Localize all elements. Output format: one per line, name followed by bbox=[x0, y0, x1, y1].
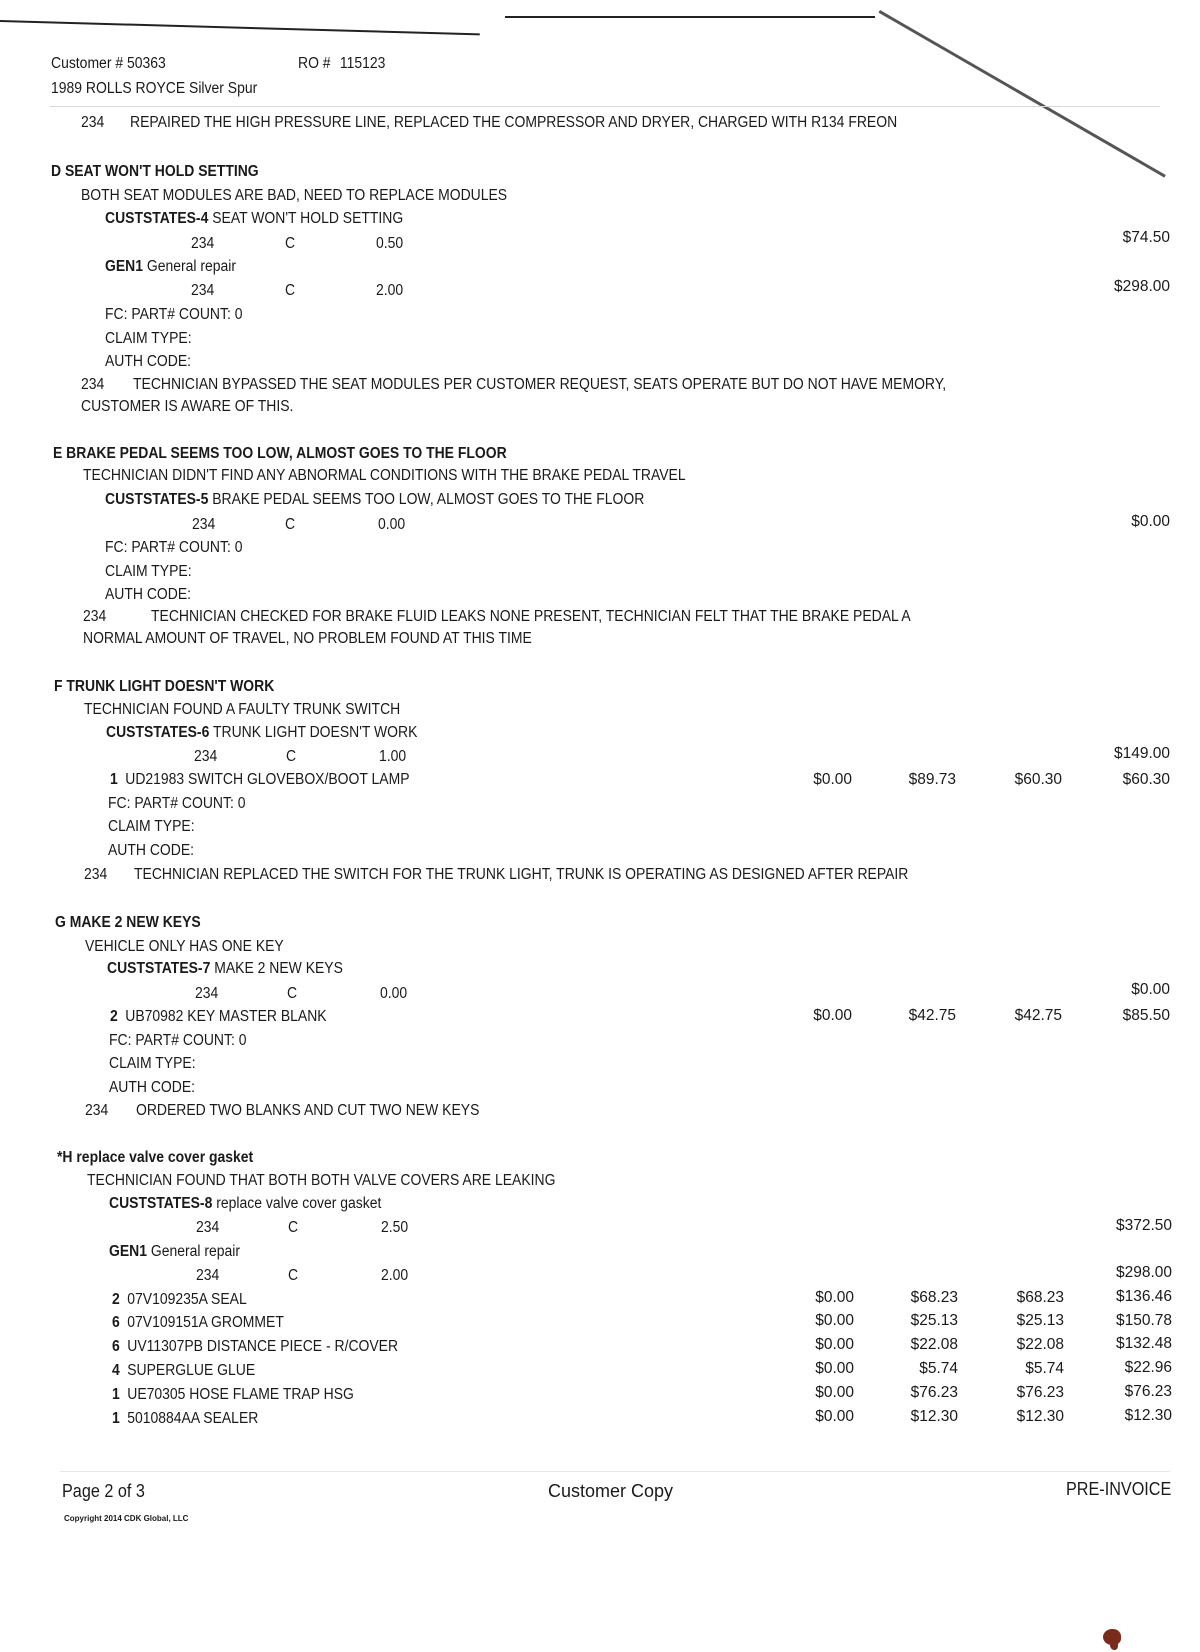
part-cost-3: $76.23 bbox=[1016, 1384, 1064, 1401]
part-cost-3: $68.23 bbox=[1016, 1289, 1064, 1306]
tech-note: TECHNICIAN REPLACED THE SWITCH FOR THE TRUNK LIGHT, TRUNK IS OPERATING AS DESIGNED AFTER REPAIR bbox=[134, 866, 909, 883]
part-line bbox=[112, 1410, 258, 1428]
op-amount: $0.00 bbox=[1131, 513, 1170, 530]
part-total: $22.96 bbox=[1124, 1359, 1172, 1376]
part-cost-2: $25.13 bbox=[910, 1312, 958, 1329]
op-desc: replace valve cover gasket bbox=[216, 1195, 382, 1212]
section-f-title: F TRUNK LIGHT DOESN'T WORK bbox=[54, 678, 275, 695]
op-desc: SEAT WON'T HOLD SETTING bbox=[212, 210, 404, 227]
auth-code: AUTH CODE: bbox=[105, 353, 192, 370]
op-desc: TRUNK LIGHT DOESN'T WORK bbox=[212, 724, 418, 741]
op-code: CUSTSTATES-8 bbox=[109, 1195, 213, 1212]
part-cost-3: $12.30 bbox=[1016, 1408, 1064, 1425]
op-type: C bbox=[288, 1219, 299, 1236]
customer-number-value: 50363 bbox=[126, 55, 166, 72]
part-qty: 2 bbox=[112, 1291, 120, 1308]
op-type: C bbox=[285, 516, 296, 533]
section-d-title: D SEAT WON'T HOLD SETTING bbox=[51, 163, 259, 180]
part-total: $12.30 bbox=[1124, 1407, 1172, 1424]
op-tech: 234 bbox=[196, 1267, 220, 1284]
op-amount: $298.00 bbox=[1115, 1264, 1172, 1281]
op-hours: 2.00 bbox=[376, 282, 404, 299]
part-desc: 07V109235A SEAL bbox=[127, 1291, 247, 1308]
part-cost-1: $0.00 bbox=[815, 1336, 854, 1353]
op-amount: $298.00 bbox=[1113, 278, 1170, 295]
part-desc: 07V109151A GROMMET bbox=[127, 1314, 284, 1331]
intro-note: REPAIRED THE HIGH PRESSURE LINE, REPLACED THE COMPRESSOR AND DRYER, CHARGED WITH R134 FREON bbox=[130, 114, 898, 131]
op-hours: 1.00 bbox=[379, 748, 407, 765]
part-qty: 1 bbox=[112, 1410, 120, 1427]
section-f-op1 bbox=[106, 724, 417, 742]
tech-note: TECHNICIAN CHECKED FOR BRAKE FLUID LEAKS NONE PRESENT, TECHNICIAN FELT THAT THE BRAKE PEDAL A bbox=[151, 608, 911, 625]
part-cost-2: $5.74 bbox=[919, 1360, 958, 1377]
part-total: $136.46 bbox=[1115, 1288, 1172, 1305]
scan-fold-line bbox=[879, 10, 1166, 178]
part-total: $150.78 bbox=[1115, 1312, 1172, 1329]
part-total: $76.23 bbox=[1124, 1383, 1172, 1400]
part-line bbox=[110, 771, 410, 789]
part-qty: 2 bbox=[110, 1008, 118, 1025]
fc-line: FC: PART# COUNT: 0 bbox=[105, 539, 243, 556]
part-qty: 4 bbox=[112, 1362, 120, 1379]
section-e-cause: TECHNICIAN DIDN'T FIND ANY ABNORMAL CONDITIONS WITH THE BRAKE PEDAL TRAVEL bbox=[83, 467, 686, 484]
section-g-title: G MAKE 2 NEW KEYS bbox=[55, 914, 201, 931]
invoice-status: PRE-INVOICE bbox=[1066, 1479, 1172, 1499]
op-desc: General repair bbox=[146, 258, 237, 275]
part-total: $60.30 bbox=[1122, 771, 1170, 788]
op-tech: 234 bbox=[191, 282, 215, 299]
ro-number-value: 115123 bbox=[339, 55, 386, 72]
section-h-op2 bbox=[109, 1243, 240, 1261]
part-desc: 5010884AA SEALER bbox=[127, 1410, 259, 1427]
part-line bbox=[112, 1386, 354, 1404]
customer-label: Customer # bbox=[51, 55, 124, 72]
part-cost-3: $22.08 bbox=[1016, 1336, 1064, 1353]
part-cost-1: $0.00 bbox=[815, 1408, 854, 1425]
section-h-cause: TECHNICIAN FOUND THAT BOTH BOTH VALVE COVERS ARE LEAKING bbox=[87, 1172, 556, 1189]
part-qty: 6 bbox=[112, 1314, 120, 1331]
page-number: Page 2 of 3 bbox=[62, 1481, 145, 1501]
tech-number: 234 bbox=[81, 114, 105, 131]
part-line bbox=[112, 1291, 247, 1309]
op-tech: 234 bbox=[195, 985, 219, 1002]
part-cost-3: $5.74 bbox=[1025, 1360, 1064, 1377]
auth-code: AUTH CODE: bbox=[108, 842, 195, 859]
part-line bbox=[112, 1338, 398, 1356]
part-cost-1: $0.00 bbox=[815, 1360, 854, 1377]
section-f-cause: TECHNICIAN FOUND A FAULTY TRUNK SWITCH bbox=[84, 701, 401, 718]
op-tech: 234 bbox=[192, 516, 216, 533]
part-cost-3: $42.75 bbox=[1014, 1007, 1062, 1024]
section-d-cause: BOTH SEAT MODULES ARE BAD, NEED TO REPLACE MODULES bbox=[81, 187, 508, 204]
section-g-op1 bbox=[107, 960, 343, 978]
op-tech: 234 bbox=[196, 1219, 220, 1236]
ro-number bbox=[298, 55, 385, 73]
part-line bbox=[110, 1008, 327, 1026]
part-cost-2: $12.30 bbox=[910, 1408, 958, 1425]
op-desc: MAKE 2 NEW KEYS bbox=[214, 960, 343, 977]
op-desc: BRAKE PEDAL SEEMS TOO LOW, ALMOST GOES TO THE FLOOR bbox=[212, 491, 645, 508]
part-total: $85.50 bbox=[1122, 1007, 1170, 1024]
op-code: CUSTSTATES-6 bbox=[106, 724, 210, 741]
divider bbox=[60, 1471, 1170, 1472]
stain-mark bbox=[1110, 1640, 1118, 1650]
tech-number: 234 bbox=[81, 376, 105, 393]
part-cost-1: $0.00 bbox=[815, 1289, 854, 1306]
part-cost-1: $0.00 bbox=[813, 771, 852, 788]
tech-note: TECHNICIAN BYPASSED THE SEAT MODULES PER CUSTOMER REQUEST, SEATS OPERATE BUT DO NOT HAVE MEMORY, bbox=[133, 376, 947, 393]
part-desc: UE70305 HOSE FLAME TRAP HSG bbox=[127, 1386, 354, 1403]
part-cost-3: $25.13 bbox=[1016, 1312, 1064, 1329]
part-cost-2: $42.75 bbox=[908, 1007, 956, 1024]
op-tech: 234 bbox=[191, 235, 215, 252]
op-code: CUSTSTATES-5 bbox=[105, 491, 209, 508]
part-cost-2: $22.08 bbox=[910, 1336, 958, 1353]
copy-type: Customer Copy bbox=[548, 1481, 674, 1501]
op-amount: $74.50 bbox=[1122, 229, 1170, 246]
part-qty: 1 bbox=[112, 1386, 120, 1403]
tech-note: ORDERED TWO BLANKS AND CUT TWO NEW KEYS bbox=[136, 1102, 480, 1119]
section-h-op1 bbox=[109, 1195, 381, 1213]
tech-note-cont: CUSTOMER IS AWARE OF THIS. bbox=[81, 398, 294, 415]
part-qty: 1 bbox=[110, 771, 118, 788]
section-d-op2 bbox=[105, 258, 236, 276]
part-cost-1: $0.00 bbox=[815, 1384, 854, 1401]
part-cost-2: $68.23 bbox=[910, 1289, 958, 1306]
op-type: C bbox=[287, 985, 298, 1002]
scan-edge-line bbox=[0, 20, 480, 35]
section-e-title: E BRAKE PEDAL SEEMS TOO LOW, ALMOST GOES TO THE FLOOR bbox=[53, 445, 507, 462]
op-amount: $0.00 bbox=[1131, 981, 1170, 998]
op-hours: 2.50 bbox=[381, 1219, 409, 1236]
op-type: C bbox=[285, 235, 296, 252]
op-desc: General repair bbox=[150, 1243, 241, 1260]
op-code: CUSTSTATES-7 bbox=[107, 960, 211, 977]
divider bbox=[50, 106, 1160, 107]
fc-line: FC: PART# COUNT: 0 bbox=[108, 795, 246, 812]
claim-type: CLAIM TYPE: bbox=[109, 1055, 196, 1072]
part-line bbox=[112, 1362, 255, 1380]
part-qty: 6 bbox=[112, 1338, 120, 1355]
part-cost-3: $60.30 bbox=[1014, 771, 1062, 788]
section-h-title: *H replace valve cover gasket bbox=[57, 1149, 254, 1166]
customer-number bbox=[51, 55, 166, 73]
op-type: C bbox=[285, 282, 296, 299]
fc-line: FC: PART# COUNT: 0 bbox=[105, 306, 243, 323]
fc-line: FC: PART# COUNT: 0 bbox=[109, 1032, 247, 1049]
section-g-cause: VEHICLE ONLY HAS ONE KEY bbox=[85, 938, 284, 955]
part-desc: UB70982 KEY MASTER BLANK bbox=[125, 1008, 327, 1025]
auth-code: AUTH CODE: bbox=[105, 586, 192, 603]
op-type: C bbox=[288, 1267, 299, 1284]
section-d-op1 bbox=[105, 210, 403, 228]
op-hours: 2.00 bbox=[381, 1267, 409, 1284]
op-type: C bbox=[286, 748, 297, 765]
section-e-op1 bbox=[105, 491, 644, 509]
op-hours: 0.00 bbox=[380, 985, 408, 1002]
tech-number: 234 bbox=[83, 608, 107, 625]
part-desc: UV11307PB DISTANCE PIECE - R/COVER bbox=[127, 1338, 399, 1355]
part-line bbox=[112, 1314, 284, 1332]
part-cost-2: $89.73 bbox=[908, 771, 956, 788]
part-cost-2: $76.23 bbox=[910, 1384, 958, 1401]
scan-edge-line bbox=[505, 16, 875, 18]
op-amount: $149.00 bbox=[1113, 745, 1170, 762]
claim-type: CLAIM TYPE: bbox=[105, 563, 192, 580]
auth-code: AUTH CODE: bbox=[109, 1079, 196, 1096]
claim-type: CLAIM TYPE: bbox=[105, 330, 192, 347]
part-total: $132.48 bbox=[1115, 1335, 1172, 1352]
op-hours: 0.00 bbox=[378, 516, 406, 533]
copyright: Copyright 2014 CDK Global, LLC bbox=[64, 1514, 189, 1523]
op-hours: 0.50 bbox=[376, 235, 404, 252]
tech-number: 234 bbox=[84, 866, 108, 883]
tech-number: 234 bbox=[85, 1102, 109, 1119]
op-code: GEN1 bbox=[109, 1243, 147, 1260]
ro-label: RO # bbox=[298, 55, 331, 72]
part-desc: SUPERGLUE GLUE bbox=[127, 1362, 256, 1379]
tech-note-cont: NORMAL AMOUNT OF TRAVEL, NO PROBLEM FOUND AT THIS TIME bbox=[83, 630, 532, 647]
op-amount: $372.50 bbox=[1115, 1217, 1172, 1234]
op-tech: 234 bbox=[194, 748, 218, 765]
part-cost-1: $0.00 bbox=[813, 1007, 852, 1024]
part-cost-1: $0.00 bbox=[815, 1312, 854, 1329]
vehicle: 1989 ROLLS ROYCE Silver Spur bbox=[51, 80, 258, 97]
part-desc: UD21983 SWITCH GLOVEBOX/BOOT LAMP bbox=[125, 771, 410, 788]
op-code: CUSTSTATES-4 bbox=[105, 210, 209, 227]
op-code: GEN1 bbox=[105, 258, 143, 275]
claim-type: CLAIM TYPE: bbox=[108, 818, 195, 835]
